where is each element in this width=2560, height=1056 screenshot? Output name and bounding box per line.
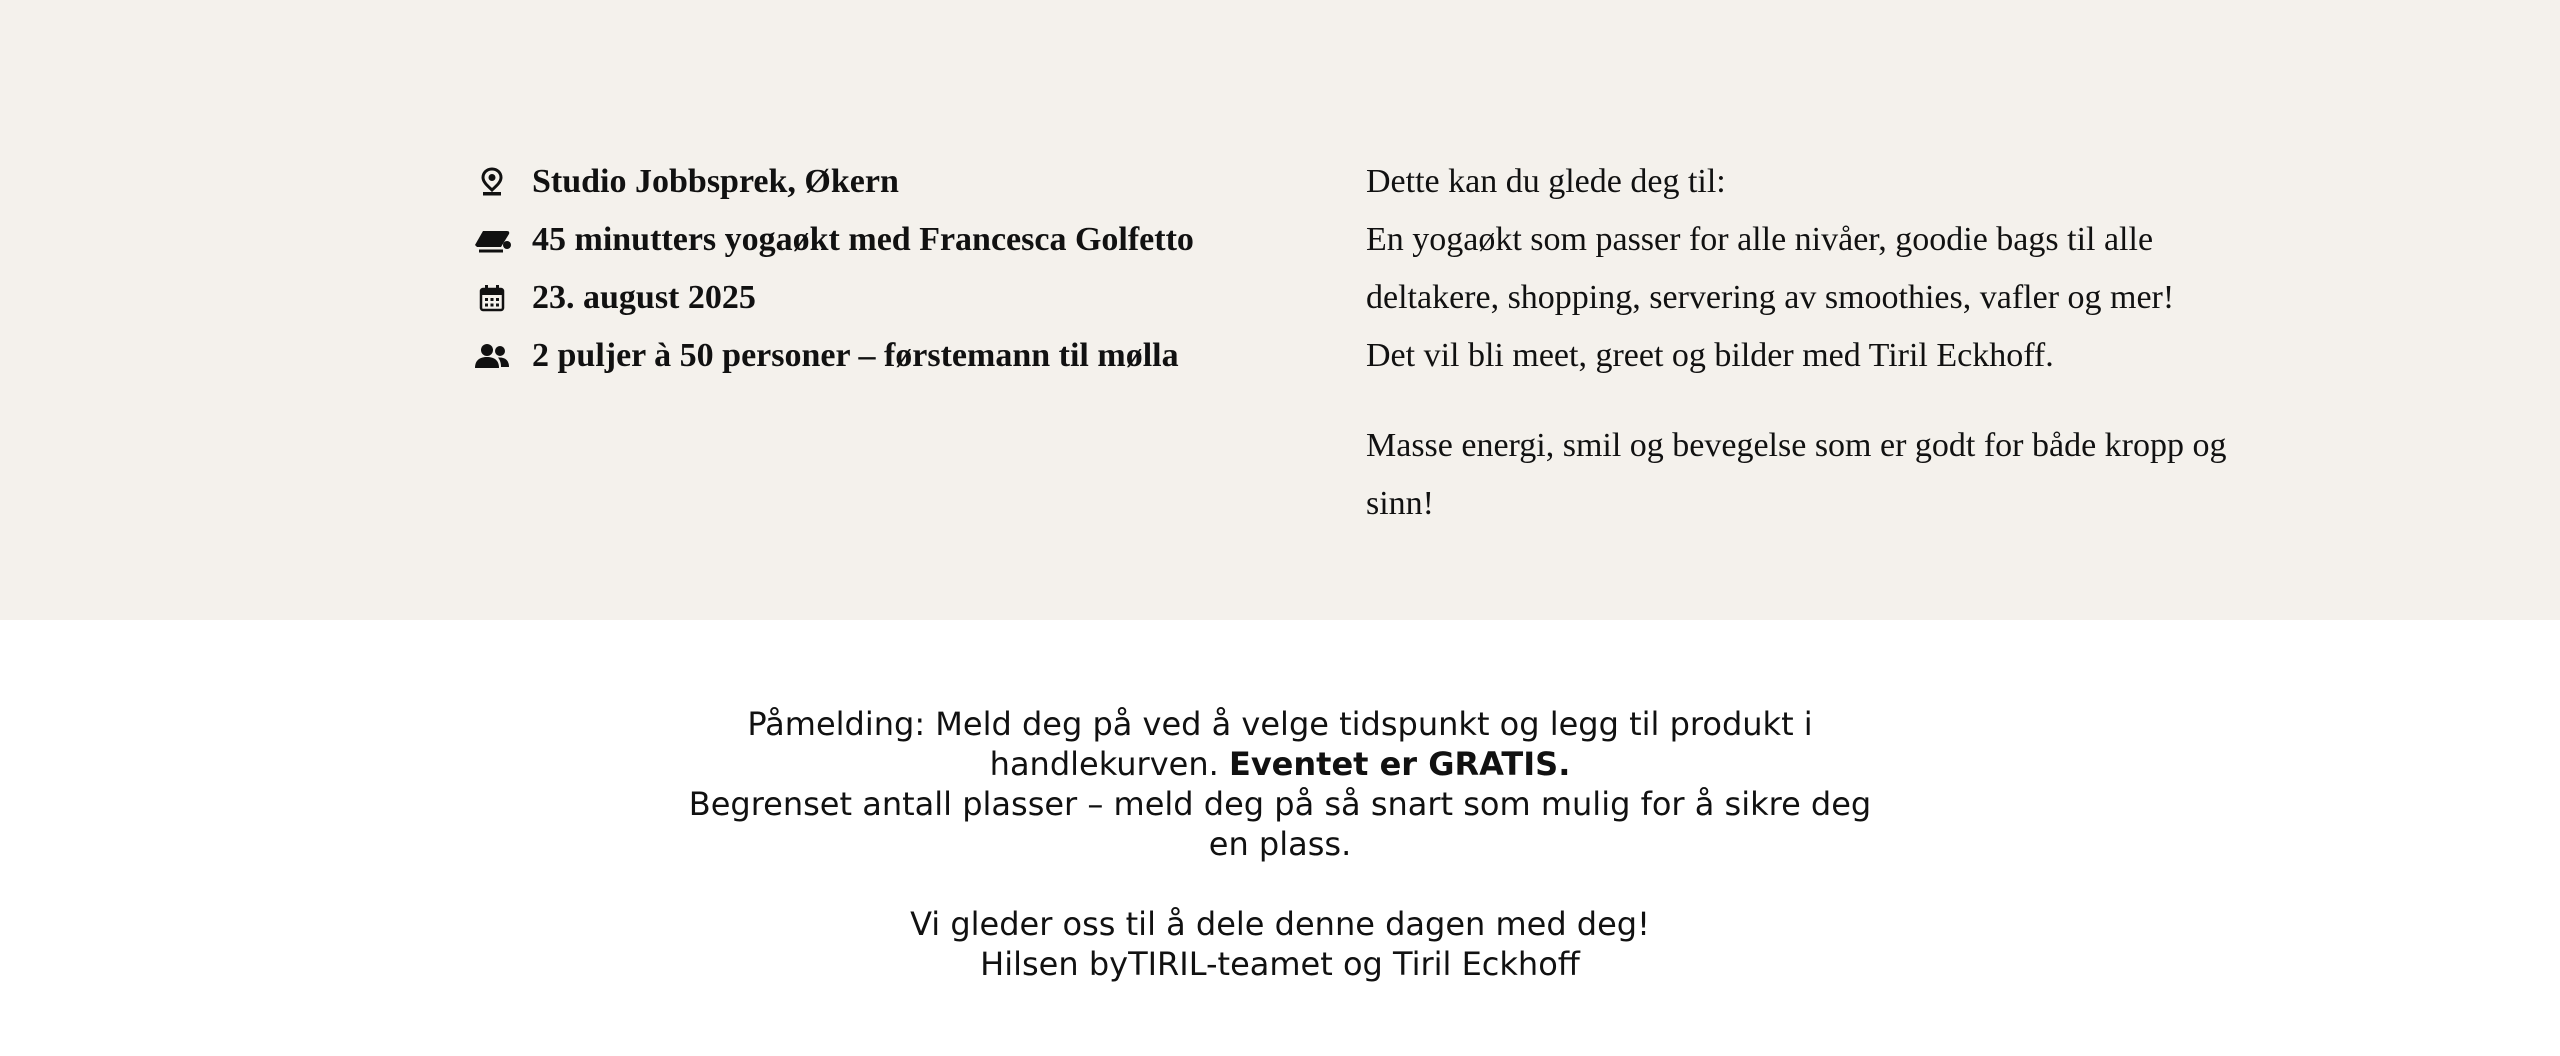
signup-instructions <box>680 704 1880 784</box>
location-pin-icon <box>472 165 512 199</box>
calendar-icon <box>472 281 512 315</box>
yoga-mat-icon <box>472 223 512 257</box>
detail-session-text: 45 minutters yogaøkt med Francesca Golfetto <box>532 221 1194 258</box>
signup-text: Påmelding: Meld deg på ved å velge tidspunkt og legg til produkt i handlekurven. <box>747 705 1813 783</box>
description-meet-greet: Det vil bli meet, greet og bilder med Tiril Eckhoff. <box>1366 337 2054 374</box>
detail-session <box>472 211 1272 269</box>
signature: Hilsen byTIRIL-teamet og Tiril Eckhoff <box>980 945 1580 983</box>
closing-message: Vi gleder oss til å dele denne dagen med deg! <box>910 905 1650 943</box>
detail-date-text: 23. august 2025 <box>532 279 756 316</box>
detail-location-text: Studio Jobbsprek, Økern <box>532 163 899 200</box>
spacer <box>680 864 1880 904</box>
signup-info <box>680 704 1880 984</box>
free-event-notice: Eventet er GRATIS. <box>1228 745 1571 783</box>
description-closing: Masse energi, smil og bevegelse som er godt for både kropp og sinn! <box>1366 427 2227 522</box>
detail-capacity <box>472 327 1272 385</box>
detail-capacity-text: 2 puljer à 50 personer – førstemann til mølla <box>532 337 1179 374</box>
event-description <box>1366 153 2246 533</box>
detail-location <box>472 153 1272 211</box>
limited-spots-notice: Begrenset antall plasser – meld deg på så snart som mulig for å sikre deg en plass. <box>688 785 1872 863</box>
description-intro: Dette kan du glede deg til: <box>1366 163 1726 200</box>
description-highlights: En yogaøkt som passer for alle nivåer, goodie bags til alle deltakere, shopping, servering av smoothies, vafler og mer! <box>1366 221 2175 316</box>
detail-date <box>472 269 1272 327</box>
event-details-list <box>472 153 1272 385</box>
users-icon <box>472 339 512 373</box>
